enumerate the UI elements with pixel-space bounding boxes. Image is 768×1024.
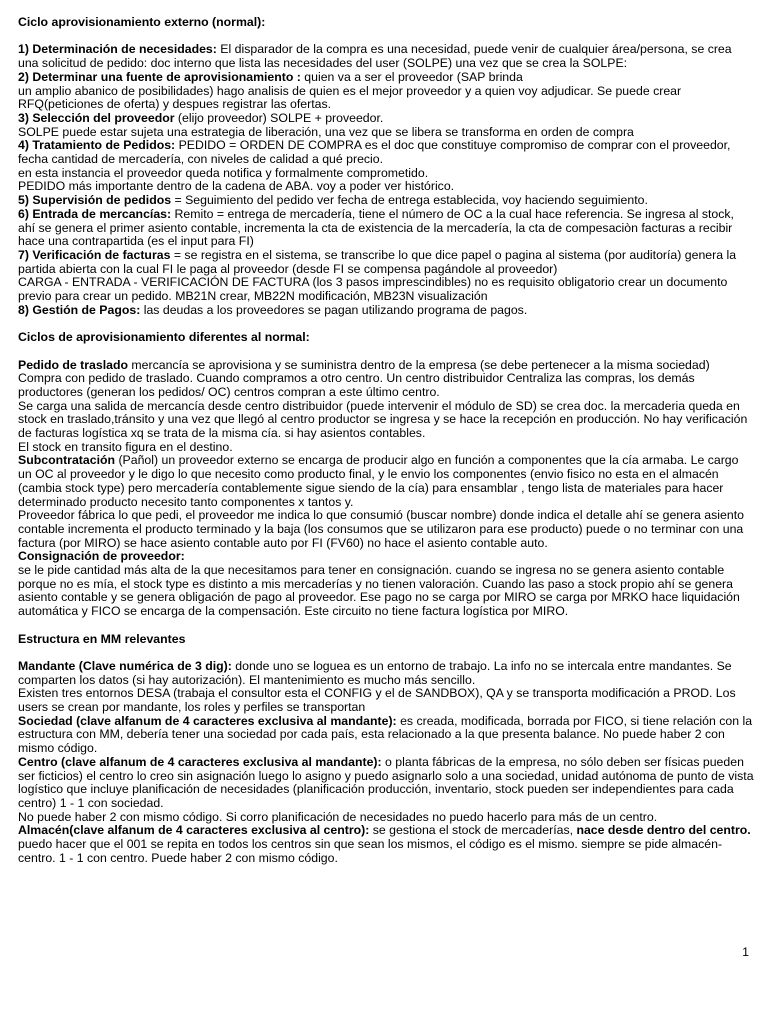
text-run: CARGA - ENTRADA - VERIFICACIÓN DE FACTURA (los 3 pasos imprescindibles) no es requisito obligatorio crear un documento previo para crear un pedido. MB21N crear, MB22N modificación, MB23N visualización [18, 275, 728, 304]
paragraph [18, 564, 754, 619]
page-number: 1 [742, 945, 749, 959]
paragraph [18, 16, 754, 30]
text-run: en esta instancia el proveedor queda notifica y formalmente comprometido. [18, 165, 429, 180]
paragraph [18, 509, 754, 550]
paragraph-spacer [18, 345, 754, 359]
paragraph [18, 249, 754, 276]
text-run: SOLPE puede estar sujeta una estrategia de liberación, una vez que se libera se transforma en orden de compra [18, 124, 634, 139]
text-run: Proveedor fábrica lo que pedi, el proveedor me indica lo que consumió (buscar nombre) donde indica el detalle ahí se genera asiento contable incrementa el producto terminado y la baja (los consumos que se utilizaron para ese producto) puede o no terminar con una factura (por MIRO) se hace asiento contable auto por FI (FV60) no hace el asiento contable auto. [18, 508, 744, 550]
bold-text-run: 4) Tratamiento de Pedidos: [18, 138, 176, 153]
paragraph [18, 687, 754, 714]
paragraph [18, 331, 754, 345]
bold-text-run: 3) Selección del proveedor [18, 110, 175, 125]
bold-text-run: 8) Gestión de Pagos: [18, 302, 141, 317]
bold-text-run: 2) Determinar una fuente de aprovisionamiento : [18, 69, 301, 84]
paragraph [18, 441, 754, 455]
text-run: Existen tres entornos DESA (trabaja el consultor esta el CONFIG y el de SANDBOX), QA y se transporta modificación a PROD. Los users se crean por mandante, los roles y perfiles se transportan [18, 686, 736, 715]
text-run: puedo hacer que el 001 se repita en todos los centros sin que sean los mismos, el código es el mismo. siempre se pide almacén-centro. 1 - 1 con centro. Puede haber 2 con mismo código. [18, 837, 723, 865]
text-run: donde uno se loguea es un entorno de trabajo. La info no se intercala entre mandantes. Se comparten los datos (si hay autorización). El mantenimiento es mucho más sencillo. [18, 658, 732, 687]
bold-text-run: Mandante (Clave numérica de 3 dig): [18, 658, 232, 673]
paragraph-spacer [18, 619, 754, 633]
paragraph [18, 194, 754, 208]
bold-text-run: Sociedad (clave alfanum de 4 caracteres exclusiva al mandante): [18, 713, 397, 728]
text-run: PEDIDO más importante dentro de la cadena de ABA. voy a poder ver histórico. [18, 179, 455, 194]
text-run: quien va a ser el proveedor (SAP brinda [300, 69, 523, 84]
paragraph [18, 126, 754, 140]
paragraph [18, 811, 754, 825]
paragraph [18, 167, 754, 181]
bold-text-run: Subcontratación [18, 453, 116, 468]
bold-text-run: Almacén(clave alfanum de 4 caracteres exclusiva al centro): [18, 823, 370, 838]
text-run: Compra con pedido de traslado. Cuando compramos a otro centro. Un centro distribuidor Centraliza las compras, los demás productores (generan los pedidos/ OC) centros compran a este último centro. [18, 371, 695, 399]
paragraph [18, 633, 754, 647]
paragraph [18, 43, 754, 70]
bold-text-run: 5) Supervisión de pedidos [18, 193, 172, 208]
text-run: (elijo proveedor) SOLPE + proveedor. [174, 110, 384, 125]
text-run: = se registra en el sistema, se transcribe lo que dice papel o pagina al sistema (por auditoría) genera la partida abierta con la cual FI le paga al proveedor (desde FI se compensa pagándole al proveedor) [18, 247, 737, 276]
paragraph [18, 112, 754, 126]
bold-text-run: 7) Verificación de facturas [18, 247, 171, 262]
text-run: o planta fábricas de la empresa, no sólo deben ser físicas pueden ser ficticios) el centro lo creo sin asignación luego lo asigno y puedo asignarlo solo a una sociedad, unidad autónoma de punto de vista logístico que incluye planificación de necesidades (planificación producción, inventario, stock pueden ser independientes para cada centro) 1 - 1 con sociedad. [18, 754, 754, 810]
text-run: un amplio abanico de posibilidades) hago analisis de quien es el mejor proveedor y a quien voy adjudicar. Se puede crear RFQ(peticiones de oferta) y despues registrar las ofertas. [18, 83, 682, 112]
paragraph [18, 139, 754, 166]
paragraph-spacer [18, 317, 754, 331]
text-run: Remito = entrega de mercadería, tiene el número de OC a la cual hace referencia. Se ingresa al stock, ahí se genera el primer asiento contable, incrementa la cta de existencia de la mercadería, la cta de compesaciòn facturas a recibir hace una contrapartida (es el input para FI) [18, 206, 734, 249]
text-run: se le pide cantidad más alta de la que necesitamos para tener en consignación. cuando se ingresa no se genera asiento contable porque no es mía, el stock type es distinto a mis mercaderías y no tienen valoración. Cuando las paso a stock propio ahí se genera asiento contable y se genera obligación de pago al proveedor. Ese pago no se carga por MIRO se carga por MRKO hace liquidación automática y FICO se encarga de la compensación. Este circuito no tiene factura logística por MIRO. [18, 563, 740, 619]
paragraph [18, 304, 754, 318]
text-run: Se carga una salida de mercancía desde centro distribuidor (puede intervenir el módulo de SD) se crea doc. la mercaderia queda en stock en traslado,tránsito y una vez que llegó al centro productor se ingresa y se hace la recepción en producción. No hay verificación de facturas logística xq se trata de la misma cía. si hay asientos contables. [18, 398, 748, 441]
paragraph [18, 756, 754, 811]
document-body [18, 16, 754, 866]
text-run: No puede haber 2 con mismo código. Si corro planificación de necesidades no puedo hacerlo para más de un centro. [18, 809, 658, 824]
bold-text-run: Ciclos de aprovisionamiento diferentes al normal: [18, 330, 310, 345]
paragraph [18, 550, 754, 564]
bold-text-run: 6) Entrada de mercancías: [18, 206, 172, 221]
paragraph [18, 85, 754, 112]
text-run: (Pañol) un proveedor externo se encarga de producir algo en función a componentes que la cía armaba. Le cargo un OC al proveedor y le digo lo que necesito como producto final, y le envio los componentes (envio fisico no esta en el almacén (cambia stock type) pero mercadería contablemente sigue siendo de la cía) para ensamblar , tengo lista de materiales para hacer determinado producto necesito tanto componentes x tantos y. [18, 453, 739, 509]
text-run: El disparador de la compra es una necesidad, puede venir de cualquier área/persona, se crea una solicitud de pedido: doc interno que lista las necesidades del user (SOLPE) una vez que se crea la SOLPE: [18, 42, 732, 71]
paragraph-spacer [18, 30, 754, 44]
bold-text-run: nace desde dentro del centro. [576, 823, 751, 838]
text-run: mercancía se aprovisiona y se suministra dentro de la empresa (se debe pertenecer a la misma sociedad) [128, 357, 710, 372]
bold-text-run: Estructura en MM relevantes [18, 631, 186, 646]
text-run: PEDIDO = ORDEN DE COMPRA es el doc que constituye compromiso de comprar con el proveedor, fecha cantidad de mercadería, con niveles de calidad a qué precio. [18, 138, 731, 167]
text-run: El stock en transito figura en el destino. [18, 439, 233, 454]
text-run: = Seguimiento del pedido ver fecha de entrega establecida, voy haciendo seguimiento. [171, 193, 648, 208]
paragraph [18, 454, 754, 509]
bold-text-run: Ciclo aprovisionamiento externo (normal): [18, 15, 266, 29]
bold-text-run: Centro (clave alfanum de 4 caracteres exclusiva al mandante): [18, 754, 382, 769]
paragraph [18, 372, 754, 399]
bold-text-run: Consignación de proveedor: [18, 549, 185, 564]
paragraph [18, 208, 754, 249]
paragraph [18, 824, 754, 865]
text-run: es creada, modificada, borrada por FICO, si tiene relación con la estructura con MM, debería tener una sociedad por cada país, esta relacionado a la que presenta balance. No puede haber 2 con mismo código. [18, 713, 753, 756]
paragraph [18, 71, 754, 85]
paragraph-spacer [18, 646, 754, 660]
bold-text-run: 1) Determinación de necesidades: [18, 42, 217, 57]
paragraph [18, 660, 754, 687]
bold-text-run: Pedido de traslado [18, 357, 129, 372]
text-run: se gestiona el stock de mercaderías, [369, 823, 577, 838]
paragraph [18, 359, 754, 373]
text-run: las deudas a los proveedores se pagan utilizando programa de pagos. [140, 302, 528, 317]
paragraph [18, 400, 754, 441]
paragraph [18, 180, 754, 194]
paragraph [18, 715, 754, 756]
paragraph [18, 276, 754, 303]
